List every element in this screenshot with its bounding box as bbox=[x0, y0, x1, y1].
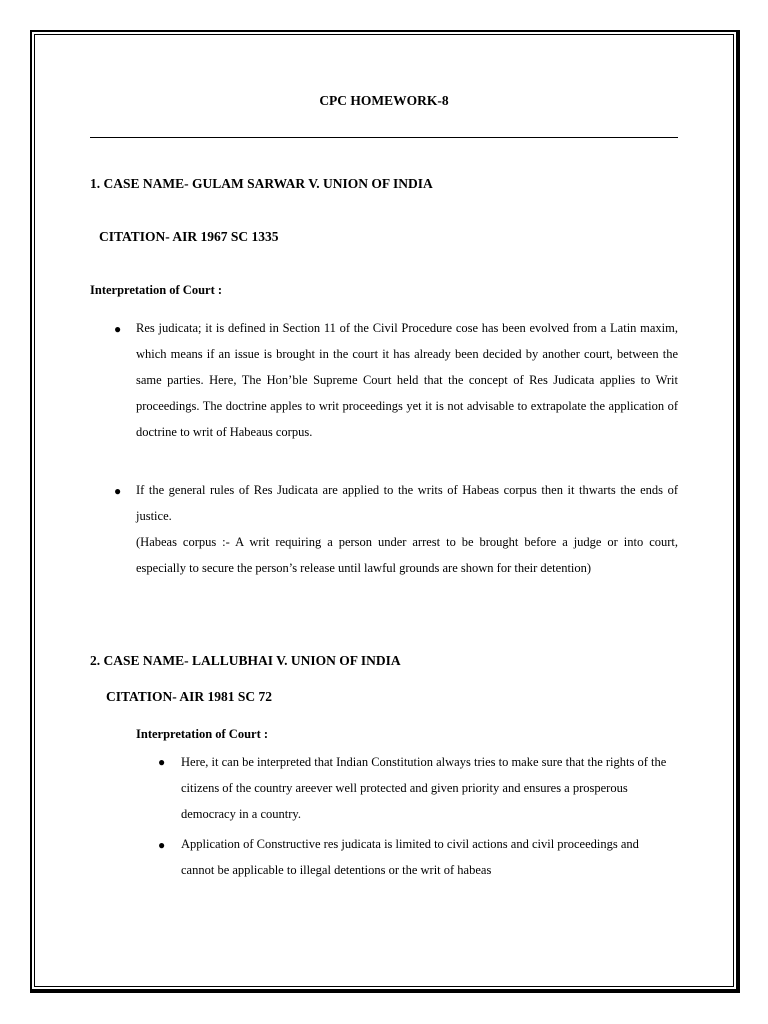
case2-interpretation-label: Interpretation of Court : bbox=[136, 727, 269, 741]
case1-heading: 1. CASE NAME- GULAM SARWAR V. UNION OF INDIA bbox=[90, 176, 433, 191]
bullet-icon: ● bbox=[158, 755, 166, 769]
case2-bullet-2: Application of Constructive res judicata is limited to civil actions and civil proceedings and cannot be applicable to illegal detentions or the writ of habeas bbox=[181, 837, 639, 877]
page-border-shadow-bottom bbox=[30, 989, 738, 993]
page-border-shadow-right bbox=[736, 30, 740, 993]
case2-heading: 2. CASE NAME- LALLUBHAI V. UNION OF INDIA bbox=[90, 653, 401, 668]
bullet-icon: ● bbox=[114, 484, 122, 498]
title-divider bbox=[90, 137, 678, 138]
bullet-icon: ● bbox=[114, 322, 122, 336]
bullet-icon: ● bbox=[158, 838, 166, 852]
case1-note: (Habeas corpus :- A writ requiring a person under arrest to be brought before a judge or into court, especially to secure the person’s release until lawful grounds are shown for their detention) bbox=[136, 535, 678, 575]
case2-citation: CITATION- AIR 1981 SC 72 bbox=[106, 689, 273, 704]
document-title: CPC HOMEWORK-8 bbox=[319, 93, 449, 108]
case1-citation: CITATION- AIR 1967 SC 1335 bbox=[99, 229, 279, 244]
case1-bullet-1: Res judicata; it is defined in Section 11 of the Civil Procedure cose has been evolved from a Latin maxim, which means if an issue is brought in the court it has already been decided by another court, between the same parties. Here, The Hon’ble Supreme Court held that the concept of Res Judicata applies to Writ proceedings. The doctrine apples to writ proceedings yet it is not advisable to extrapolate the application of doctrine to writ of Habeaus corpus. bbox=[136, 321, 678, 439]
case1-bullet-2: If the general rules of Res Judicata are applied to the writs of Habeas corpus then it thwarts the ends of justice. bbox=[136, 483, 678, 523]
case1-interpretation-label: Interpretation of Court : bbox=[90, 283, 223, 297]
case2-bullet-1: Here, it can be interpreted that Indian Constitution always tries to make sure that the rights of the citizens of the country areever well protected and given priority and ensures a prosperous democracy in a country. bbox=[181, 755, 667, 821]
